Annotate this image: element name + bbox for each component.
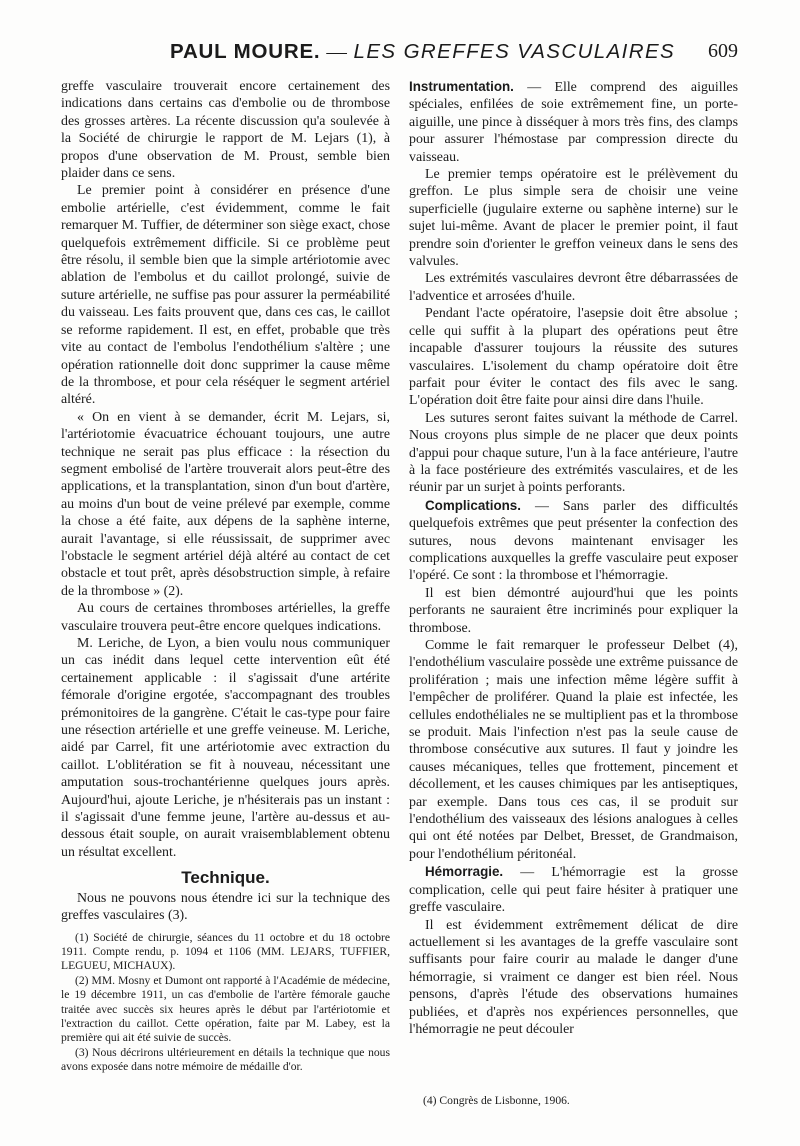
paragraph: « On en vient à se demander, écrit M. Lejars, si, l'artériotomie évacuatrice échouant toujours, une autre technique ne serait pas plus efficace : la résection du segment embolisé de l'artère trouverait alors peut-être des applications, et la transplantation, sinon d'un bout d'artère, au moins d'un bout de veine prélevé par exemple, comme la chose a été faite, aux dépens de la saphène interne, aurait l'avantage, si elle réussissait, de supprimer avec l'obstacle le segment artériel déjà altéré au contact de cet obstacle et tout prêt, après désobstruction simple, à refaire de la thrombose » (2). [61, 409, 390, 599]
paragraph: Pendant l'acte opératoire, l'asepsie doit être absolue ; celle qui suffit à la plupart des opérations peut être incapable d'assurer toujours la réussite des sutures vasculaires. L'isolement du champ opératoire doit être parfait pour éviter le contact des fils avec le sang. L'opération doit être faite pour ainsi dire dans l'huile. [409, 306, 738, 409]
section-title: Technique. [181, 868, 270, 888]
footnote: (2) MM. Mosny et Dumont ont rapporté à l'Académie de médecine, le 19 décembre 1911, un cas d'embolie de l'artère fémorale gauche traitée avec succès six heures après le début par l'artériotomie et l'extraction du caillot. Cette opération, faite par M. Labey, est la première qui ait été suivie de succès. [61, 973, 390, 1045]
paragraph: Le premier temps opératoire est le prélèvement du greffon. Le plus simple sera de choisir une veine superficielle (jugulaire externe ou saphène interne) sur le sujet lui-même. Avant de placer le premier point, il faut prendre soin d'orienter le greffon veineux dans le sens des valvules. [409, 167, 738, 270]
header-title: LES GREFFES VASCULAIRES [353, 40, 676, 63]
paragraph: Les extrémités vasculaires devront être débarrassées de l'adventice et arrosées d'huile. [409, 271, 738, 304]
left-column [61, 78, 390, 1075]
paragraph-text: — Sans parler des difficultés quelquefois extrêmes que peut présenter la confection des sutures, nous devons maintenant envisager les complications auxquelles la greffe vasculaire peut exposer l'opéré. Ce sont : la thrombose et l'hémorragie. [409, 498, 738, 584]
paragraph: Nous ne pouvons nous étendre ici sur la technique des greffes vasculaires (3). [61, 890, 390, 924]
page-number: 609 [708, 40, 738, 62]
paragraph [409, 863, 738, 916]
footnote: (3) Nous décrirons ultérieurement en détails la technique que nous avons exposée dans notre mémoire de médaille d'or. [61, 1045, 390, 1074]
running-header [60, 40, 740, 80]
right-column [409, 78, 738, 1038]
paragraph: Le premier point à considérer en présence d'une embolie artérielle, c'est évidemment, comme le fait remarquer M. Tuffier, de déterminer son siège exact, chose quelquefois extrêmement difficile. Si ce problème peut être résolu, il semble bien que la simple artériotomie avec ablation de l'embolus et du caillot prolongé, suivie de suture artérielle, ne suffise pas pour assurer la perméabilité du vaisseau. Les faits prouvent que, dans ces cas, le caillot se reforme rapidement. Il est, en effet, probable que très vite au contact de l'embolus l'endothélium s'altère ; une opération rationnelle doit donc supprimer la cause même de la thrombose, et pour cela réséquer le segment artériel altéré. [61, 183, 390, 408]
header-author: PAUL MOURE. [170, 40, 321, 63]
paragraph [409, 78, 738, 166]
footnotes [61, 931, 390, 1075]
paragraph: M. Leriche, de Lyon, a bien voulu nous communiquer un cas inédit dans lequel cette intervention eût été certainement applicable : il s'agissait d'une artérite fémorale d'origine ergotée, s'accompagnant des troubles prémonitoires de la gangrène. C'était le cas-type pour faire une résection artérielle et une greffe veineuse. M. Leriche, aidé par Carrel, fit une artériotomie avec extraction du caillot. L'oblitération se fit à nouveau, nécessitant une amputation sous-trochantérienne quelques jours après. Aujourd'hui, ajoute Leriche, je n'hésiterais pas un instant : il s'agissait d'une femme jeune, l'artère au-dessus et au-dessous était souple, on aurait vraisemblablement obtenu un résultat excellent. [61, 636, 390, 860]
run-in-heading: Hémorragie. [425, 864, 504, 880]
header-dash: — [326, 41, 348, 63]
paragraph: Au cours de certaines thromboses artérielles, la greffe vasculaire trouvera peut-être encore quelques indications. [61, 601, 390, 634]
footnote: (4) Congrès de Lisbonne, 1906. [423, 1094, 570, 1107]
paragraph: Il est bien démontré aujourd'hui que les points perforants ne sauraient être incriminés pour expliquer la thrombose. [409, 585, 738, 636]
paragraph: Les sutures seront faites suivant la méthode de Carrel. Nous croyons plus simple de ne placer que deux points d'appui pour chaque suture, l'un à la face antérieure, l'autre à la face postérieure des extrémités vasculaires, et de les réunir par un surjet à points perforants. [409, 410, 738, 496]
paragraph: Comme le fait remarquer le professeur Delbet (4), l'endothélium vasculaire possède une extrême puissance de prolifération ; mais une infection même légère suffit à l'empêcher de proliférer. Quand la plaie est infectée, les cellules endothéliales ne se multiplient pas et la thrombose se produit. Mais l'infection n'est pas la seule cause de thrombose consécutive aux sutures. Il faut y joindre les causes mécaniques, telles que frottement, pincement et décollement, et les causes chimiques par les antiseptiques, par exemple. Dans tous ces cas, il se produit sur l'endothélium des vaisseaux des lésions analogues à celles qui ont été notées par Delbet, Bresset, de Grandmaison, pour l'endothélium péritonéal. [409, 638, 738, 862]
running-title [170, 40, 675, 64]
footnote: (1) Société de chirurgie, séances du 11 octobre et du 18 octobre 1911. Compte rendu, p. 1094 et 1106 (MM. LEJARS, TUFFIER, LEGUEU, MICHAUX). [61, 930, 390, 973]
paragraph [409, 497, 738, 585]
run-in-heading: Instrumentation. [409, 79, 514, 94]
run-in-heading: Complications. [425, 497, 521, 513]
paragraph-text: — Elle comprend des aiguilles spéciales, enfilées de soie extrêmement fine, un porte-aiguille, une pince à disséquer à mors très fins, des clamps pour assurer l'hémostase par compression directe du vaisseau. [409, 80, 738, 165]
paragraph: Il est évidemment extrêmement délicat de dire actuellement si les avantages de la greffe vasculaire sont suffisants pour faire courir au malade le danger d'une hémorragie, si vraiment ce danger est bien réel. Nous pensons, d'après l'étude des observations humaines publiées, et d'après nos expériences personnelles, que l'hémorragie ne peut découler [409, 917, 738, 1037]
paragraph-text: — L'hémorragie est la grosse complication, celle qui peut faire hésiter à pratiquer une greffe vasculaire. [409, 865, 738, 916]
paragraph: greffe vasculaire trouverait encore certainement des indications dans certains cas d'embolie ou de thrombose des grosses artères. La récente discussion qu'a soulevée à la Société de chirurgie le rapport de M. Lejars (1), à propos d'une observation de M. Proust, semble bien plaider dans ce sens. [61, 79, 390, 182]
